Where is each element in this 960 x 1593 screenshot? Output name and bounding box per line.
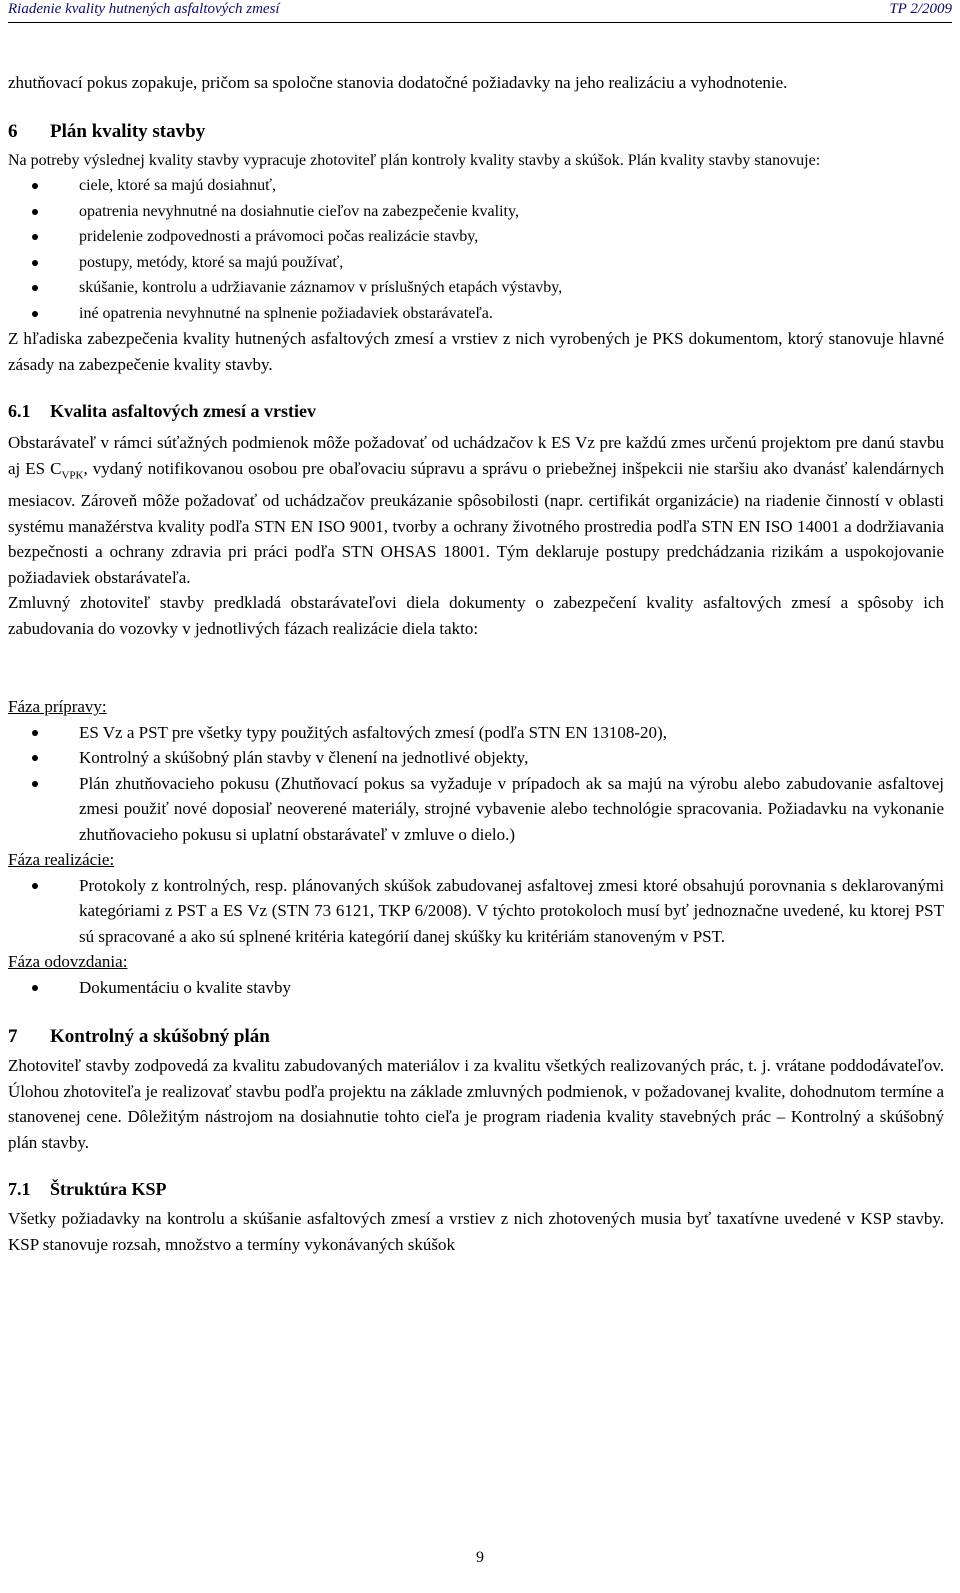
- page-header: [8, 0, 952, 23]
- section-title: Štruktúra KSP: [50, 1179, 167, 1200]
- list-item: opatrenia nevyhnutné na dosiahnutie cieľov na zabezpečenie kvality,: [8, 199, 944, 225]
- intro-paragraph: zhutňovací pokus zopakuje, pričom sa spoločne stanovia dodatočné požiadavky na jeho realizáciu a vyhodnotenie.: [8, 73, 788, 92]
- section-7-1-heading: [8, 1177, 944, 1202]
- section-6-heading: [8, 119, 944, 144]
- phase-realization: [8, 847, 944, 949]
- header-title: Riadenie kvality hutnených asfaltových zmesí: [8, 1, 280, 17]
- list-item: skúšanie, kontrolu a udržiavanie záznamov v príslušných etapách výstavby,: [8, 275, 944, 301]
- list-item: ES Vz a PST pre všetky typy použitých asfaltových zmesí (podľa STN EN 13108-20),: [8, 720, 944, 746]
- section-6-closing: Z hľadiska zabezpečenia kvality hutnených asfaltových zmesí a vrstiev z nich vyrobených je PKS dokumentom, ktorý stanovuje hlavné zásady na zabezpečenie kvality stavby.: [8, 329, 944, 374]
- section-6-intro: Na potreby výslednej kvality stavby vypracuje zhotoviteľ plán kontroly kvality stavby a skúšok. Plán kvality stavby stanovuje:: [8, 151, 821, 169]
- phase-title: Fáza prípravy:: [8, 697, 107, 717]
- list-item: postupy, metódy, ktoré sa majú používať,: [8, 250, 944, 276]
- section-number: 7: [8, 1026, 18, 1048]
- phase-items-list: [8, 975, 944, 1001]
- list-item: Protokoly z kontrolných, resp. plánovaných skúšok zabudovanej asfaltovej zmesi ktoré obsahujú porovnania s deklarovanými kategóriami z PST a ES Vz (STN 73 6121, TKP 6/2008). V týchto protokoloch musí byť jednoznačne uvedené, ku ktorej PST sú spracované a ako sú splnené kritéria kategórií danej skúšky ku kritériám stanoveným v PST.: [8, 873, 944, 950]
- section-7-paragraph: Zhotoviteľ stavby zodpovedá za kvalitu zabudovaných materiálov i za kvalitu všetkých realizovaných prác, t. j. vrátane poddodávateľov. Úlohou zhotoviteľa je realizovať stavbu podľa projektu na základe zmluvných podmienok, v požadovanej kvalite, dohodnutom termíne a stanovenej cene. Dôležitým nástrojom na dosiahnutie tohto cieľa je program riadenia kvality stavebných prác – Kontrolný a skúšobný plán stavby.: [8, 1056, 944, 1152]
- phase-handover: [8, 949, 944, 1000]
- paragraph-text: , vydaný notifikovanou osobou pre obaľovaciu súpravu a správu o priebežnej inšpekcii nie staršiu ako dvanásť kalendárnych mesiacov. Zároveň môže požadovať od uchádzačov preukázanie spôsobilosti (napr. certifikát organizácie) na riadenie činností v oblasti systému manažérstva kvality podľa STN EN ISO 9001, tvorby a ochrany životného prostredia podľa STN EN ISO 14001 a dodržiavania bezpečnosti a ochrany zdravia pri práci podľa STN OHSAS 18001. Tým deklaruje postupy predchádzania rizikám a uspokojovanie požiadaviek obstarávateľa.: [8, 458, 944, 587]
- page-number: 9: [476, 1549, 484, 1566]
- list-item: Dokumentáciu o kvalite stavby: [8, 975, 944, 1001]
- phase-title: Fáza realizácie:: [8, 850, 115, 870]
- section-7-1-paragraph: Všetky požiadavky na kontrolu a skúšanie asfaltových zmesí a vrstiev z nich zhotovených musia byť taxatívne uvedené v KSP stavby. KSP stanovuje rozsah, množstvo a termíny vykonávaných skúšok: [8, 1209, 944, 1254]
- section-6-1-paragraph-2: Zmluvný zhotoviteľ stavby predkladá obstarávateľovi diela dokumenty o zabezpečení kvality asfaltových zmesí a spôsoby ich zabudovania do vozovky v jednotlivých fázach realizácie diela takto:: [8, 593, 944, 638]
- list-item: pridelenie zodpovednosti a právomoci počas realizácie stavby,: [8, 224, 944, 250]
- list-item: Kontrolný a skúšobný plán stavby v členení na jednotlivé objekty,: [8, 745, 944, 771]
- list-item: iné opatrenia nevyhnutné na splnenie požiadaviek obstarávateľa.: [8, 301, 944, 327]
- phase-title: Fáza odovzdania:: [8, 952, 128, 972]
- phase-items-list: [8, 720, 944, 848]
- plan-items-list: [8, 173, 944, 326]
- section-title: Kontrolný a skúšobný plán: [50, 1026, 270, 1048]
- header-doc-code: TP 2/2009: [889, 1, 952, 17]
- section-number: 7.1: [8, 1179, 31, 1200]
- section-7-heading: [8, 1024, 944, 1049]
- section-6-1-paragraph-1: [8, 430, 944, 590]
- section-number: 6: [8, 120, 18, 142]
- section-title: Plán kvality stavby: [50, 120, 206, 142]
- list-item: Plán zhutňovacieho pokusu (Zhutňovací pokus sa vyžaduje v prípadoch ak sa majú na výrobu alebo zabudovanie asfaltovej zmesi použiť nové doposiaľ neoverené materiály, strojné vybavenie alebo technológie spracovania. Požiadavku na vykonanie zhutňovacieho pokusu si uplatní obstarávateľ v zmluve o dielo.): [8, 771, 944, 848]
- subscript-vpk: VPK: [61, 468, 84, 481]
- section-title: Kvalita asfaltových zmesí a vrstiev: [50, 401, 316, 421]
- section-6-1-heading: [8, 399, 944, 424]
- phase-items-list: [8, 873, 944, 950]
- paragraph-text: Obstarávateľ v rámci súťažných podmienok môže požadovať od uchádzačov k ES Vz pre každú zmes určenú projektom pre danú stavbu aj ES C: [8, 433, 944, 478]
- section-number: 6.1: [8, 401, 31, 421]
- list-item: ciele, ktoré sa majú dosiahnuť,: [8, 173, 944, 199]
- document-body: [8, 70, 944, 1257]
- phase-preparation: [8, 694, 944, 847]
